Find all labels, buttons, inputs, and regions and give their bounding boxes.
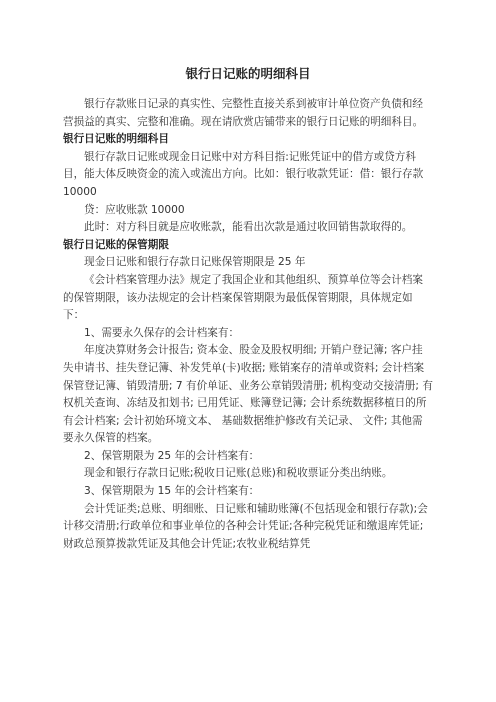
paragraph: 《会计档案管理办法》规定了我国企业和其他组织、预算单位等会计档案的保管期限，该办法规定的会计档案保管期限为最低保管期限，具体规定如下： bbox=[63, 273, 423, 322]
paragraph: 现金日记账和银行存款日记账保管期限是 25 年 bbox=[84, 256, 306, 269]
paragraph: 贷：应收账款 10000 bbox=[84, 203, 185, 216]
section-heading: 银行日记账的保管期限 bbox=[63, 238, 169, 251]
document-body bbox=[63, 96, 433, 553]
paragraph: 会计凭证类;总账、明细账、日记账和辅助账簿(不包括现金和银行存款);会计移交清册;行政单位和事业单位的各种会计凭证;各种完税凭证和缴退库凭证;财政总预算拨款凭证及其他会计凭证;农牧业税结算凭 bbox=[63, 502, 428, 550]
list-heading: 1、需要永久保存的会计档案有： bbox=[84, 326, 240, 339]
section-heading: 银行日记账的明细科目 bbox=[63, 133, 169, 146]
list-heading: 3、保管期限为 15 年的会计档案有： bbox=[84, 485, 260, 498]
paragraph: 银行存款账日记录的真实性、完整性直接关系到被审计单位资产负债和经营损益的真实、完整和准确。现在请欣赏店铺带来的银行日记账的明细科目。 bbox=[63, 98, 424, 128]
paragraph: 年度决算财务会计报告; 资本金、股金及股权明细; 开销户登记簿; 客户挂失申请书、挂失登记簿、补发凭单(卡)收据; 账销案存的清单或资料; 会计档案保管登记簿、销毁清册; 7 有价单证、业务公章销毁清册; 机构变动交接清册; 有权机关查询、冻结及扣划书; 已用凭证、账簿登记簿; 会计系统数据移植日的所有会计档案; 会计初始环境文本、 基础数据维护修改有关记录、 文件; 其他需要永久保管的档案。 bbox=[63, 344, 433, 445]
paragraph: 现金和银行存款日记账;税收日记账(总账)和税收票证分类出纳账。 bbox=[84, 467, 393, 480]
paragraph: 此时：对方科目就是应收账款，能看出次款是通过收回销售款取得的。 bbox=[84, 221, 413, 234]
list-heading: 2、保管期限为 25 年的会计档案有： bbox=[84, 449, 260, 462]
document-title: 银行日记账的明细科目 bbox=[185, 66, 311, 81]
paragraph: 银行存款日记账或现金日记账中对方科目指:记账凭证中的借方或贷方科目，能大体反映资金的流入或流出方向。比如：银行收款凭证：借：银行存款 10000 bbox=[63, 150, 424, 198]
